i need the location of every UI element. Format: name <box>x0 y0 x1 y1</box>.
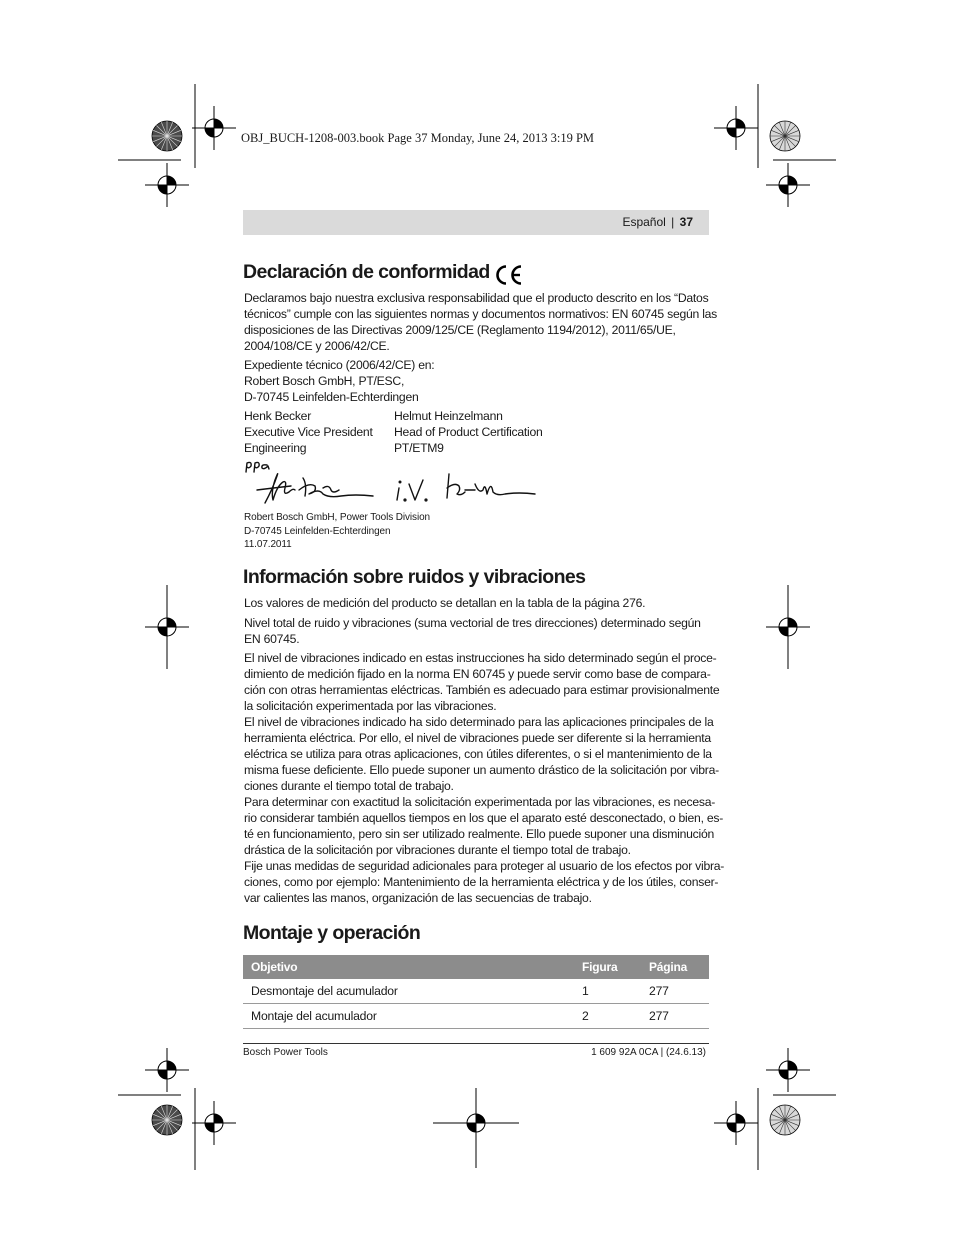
company-line: Robert Bosch GmbH, Power Tools Division <box>244 512 430 523</box>
table-header-row <box>243 955 709 979</box>
declaration-line: técnicos” cumple con las siguientes normas y documentos normativos: EN 60745 según las <box>244 307 718 321</box>
header-language: Español <box>622 215 666 229</box>
column-header-objective: Objetivo <box>243 955 574 979</box>
technical-file-line: Expediente técnico (2006/42/CE) en: <box>244 358 435 372</box>
noise-line: drástica de la solicitación por vibraciones durante el tiempo total de trabajo. <box>244 843 631 857</box>
signer-right <box>394 408 543 456</box>
noise-line: EN 60745. <box>244 632 300 646</box>
noise-line: Los valores de medición del producto se detallan en la tabla de la página 276. <box>244 596 646 610</box>
signer-left <box>244 408 373 456</box>
noise-line: la solicitación experimentada por las vibraciones. <box>244 699 497 713</box>
noise-line: Para determinar con exactitud la solicitación experimentada por las vibraciones, es necesa- <box>244 795 716 809</box>
noise-line: ciones, como por ejemplo: Mantenimiento de la herramienta eléctrica y de los útiles, conser- <box>244 875 719 889</box>
column-header-figure: Figura <box>574 955 641 979</box>
noise-line: dimiento de medición fijado en la norma EN 60745 y puede servir como base de compara- <box>244 667 711 681</box>
declaration-text <box>244 290 718 354</box>
declaration-line: disposiciones de las Directivas 2009/125/CE (Reglamento 1194/2012), 2011/65/UE, <box>244 323 676 337</box>
signer-left-title: Executive Vice President <box>244 425 373 439</box>
noise-line: herramienta eléctrica. Por ello, el nivel de vibraciones puede ser diferente si la herramienta <box>244 731 711 745</box>
noise-line: té en funcionamiento, pero sin ser utilizado realmente. Ello puede suponer una disminución <box>244 827 715 841</box>
signer-right-name: Helmut Heinzelmann <box>394 409 503 423</box>
header-separator: | <box>671 215 675 229</box>
signer-left-dept: Engineering <box>244 441 307 455</box>
technical-file-line: D-70745 Leinfelden-Echterdingen <box>244 390 419 404</box>
noise-line: Fije unas medidas de seguridad adicionales para proteger al usuario de los efectos por vibra- <box>244 859 725 873</box>
noise-heading: Información sobre ruidos y vibraciones <box>243 566 586 588</box>
company-block <box>244 511 430 552</box>
noise-line: El nivel de vibraciones indicado ha sido determinado para las aplicaciones principales de la <box>244 715 714 729</box>
noise-line: var calientes las manos, organización de las secuencias de trabajo. <box>244 891 592 905</box>
noise-line: ciones durante el tiempo total de trabajo. <box>244 779 454 793</box>
cell-page: 277 <box>641 1004 709 1029</box>
noise-line: misma fuese deficiente. Ello puede suponer un aumento drástico de la solicitación por vibra- <box>244 763 719 777</box>
noise-line: eléctrica se utiliza para otras aplicaciones, con útiles diferentes, o si el mantenimiento de la <box>244 747 712 761</box>
column-header-page: Página <box>641 955 709 979</box>
technical-file-line: Robert Bosch GmbH, PT/ESC, <box>244 374 405 388</box>
cell-page: 277 <box>641 979 709 1004</box>
noise-line: rio considerar también aquellos tiempos en los que el aparato esté desconectado, o bien, es- <box>244 811 724 825</box>
declaration-line: 2004/108/CE y 2006/42/CE. <box>244 339 390 353</box>
page-header-bar <box>243 210 709 235</box>
print-info-line: OBJ_BUCH-1208-003.book Page 37 Monday, June 24, 2013 3:19 PM <box>241 131 595 145</box>
footer-divider <box>243 1043 709 1044</box>
assembly-table <box>243 955 709 1029</box>
table-row <box>243 1004 709 1029</box>
technical-file-block <box>244 357 710 405</box>
signer-left-name: Henk Becker <box>244 409 312 423</box>
signer-right-dept: PT/ETM9 <box>394 441 444 455</box>
declaration-line: Declaramos bajo nuestra exclusiva responsabilidad que el producto descrito en los “Datos <box>244 291 709 305</box>
declaration-heading: Declaración de conformidad <box>243 261 490 283</box>
noise-line: Nivel total de ruido y vibraciones (suma vectorial de tres direcciones) determinado según <box>244 616 701 630</box>
footer-doc-number: 1 609 92A 0CA | (24.6.13) <box>591 1047 706 1058</box>
noise-paragraph-2 <box>244 615 710 647</box>
header-page-number: 37 <box>679 215 693 229</box>
assembly-heading: Montaje y operación <box>243 922 421 944</box>
ce-mark-icon <box>494 264 524 286</box>
company-line: D-70745 Leinfelden-Echterdingen <box>244 525 391 537</box>
noise-line: ción con otras herramientas eléctricas. También es adecuado para estimar provisionalmente <box>244 683 720 697</box>
signer-right-title: Head of Product Certification <box>394 425 543 439</box>
cell-figure: 2 <box>574 1004 641 1029</box>
cell-objective: Desmontaje del acumulador <box>243 979 574 1004</box>
cell-objective: Montaje del acumulador <box>243 1004 574 1029</box>
signatures-image <box>243 458 543 510</box>
footer-brand: Bosch Power Tools <box>243 1047 328 1058</box>
noise-paragraph-3 <box>244 650 725 906</box>
table-row <box>243 979 709 1004</box>
page-header <box>622 215 693 229</box>
company-date: 11.07.2011 <box>244 539 292 550</box>
cell-figure: 1 <box>574 979 641 1004</box>
noise-paragraph-1 <box>244 595 710 611</box>
noise-line: El nivel de vibraciones indicado en estas instrucciones ha sido determinado según el proce- <box>244 651 717 665</box>
